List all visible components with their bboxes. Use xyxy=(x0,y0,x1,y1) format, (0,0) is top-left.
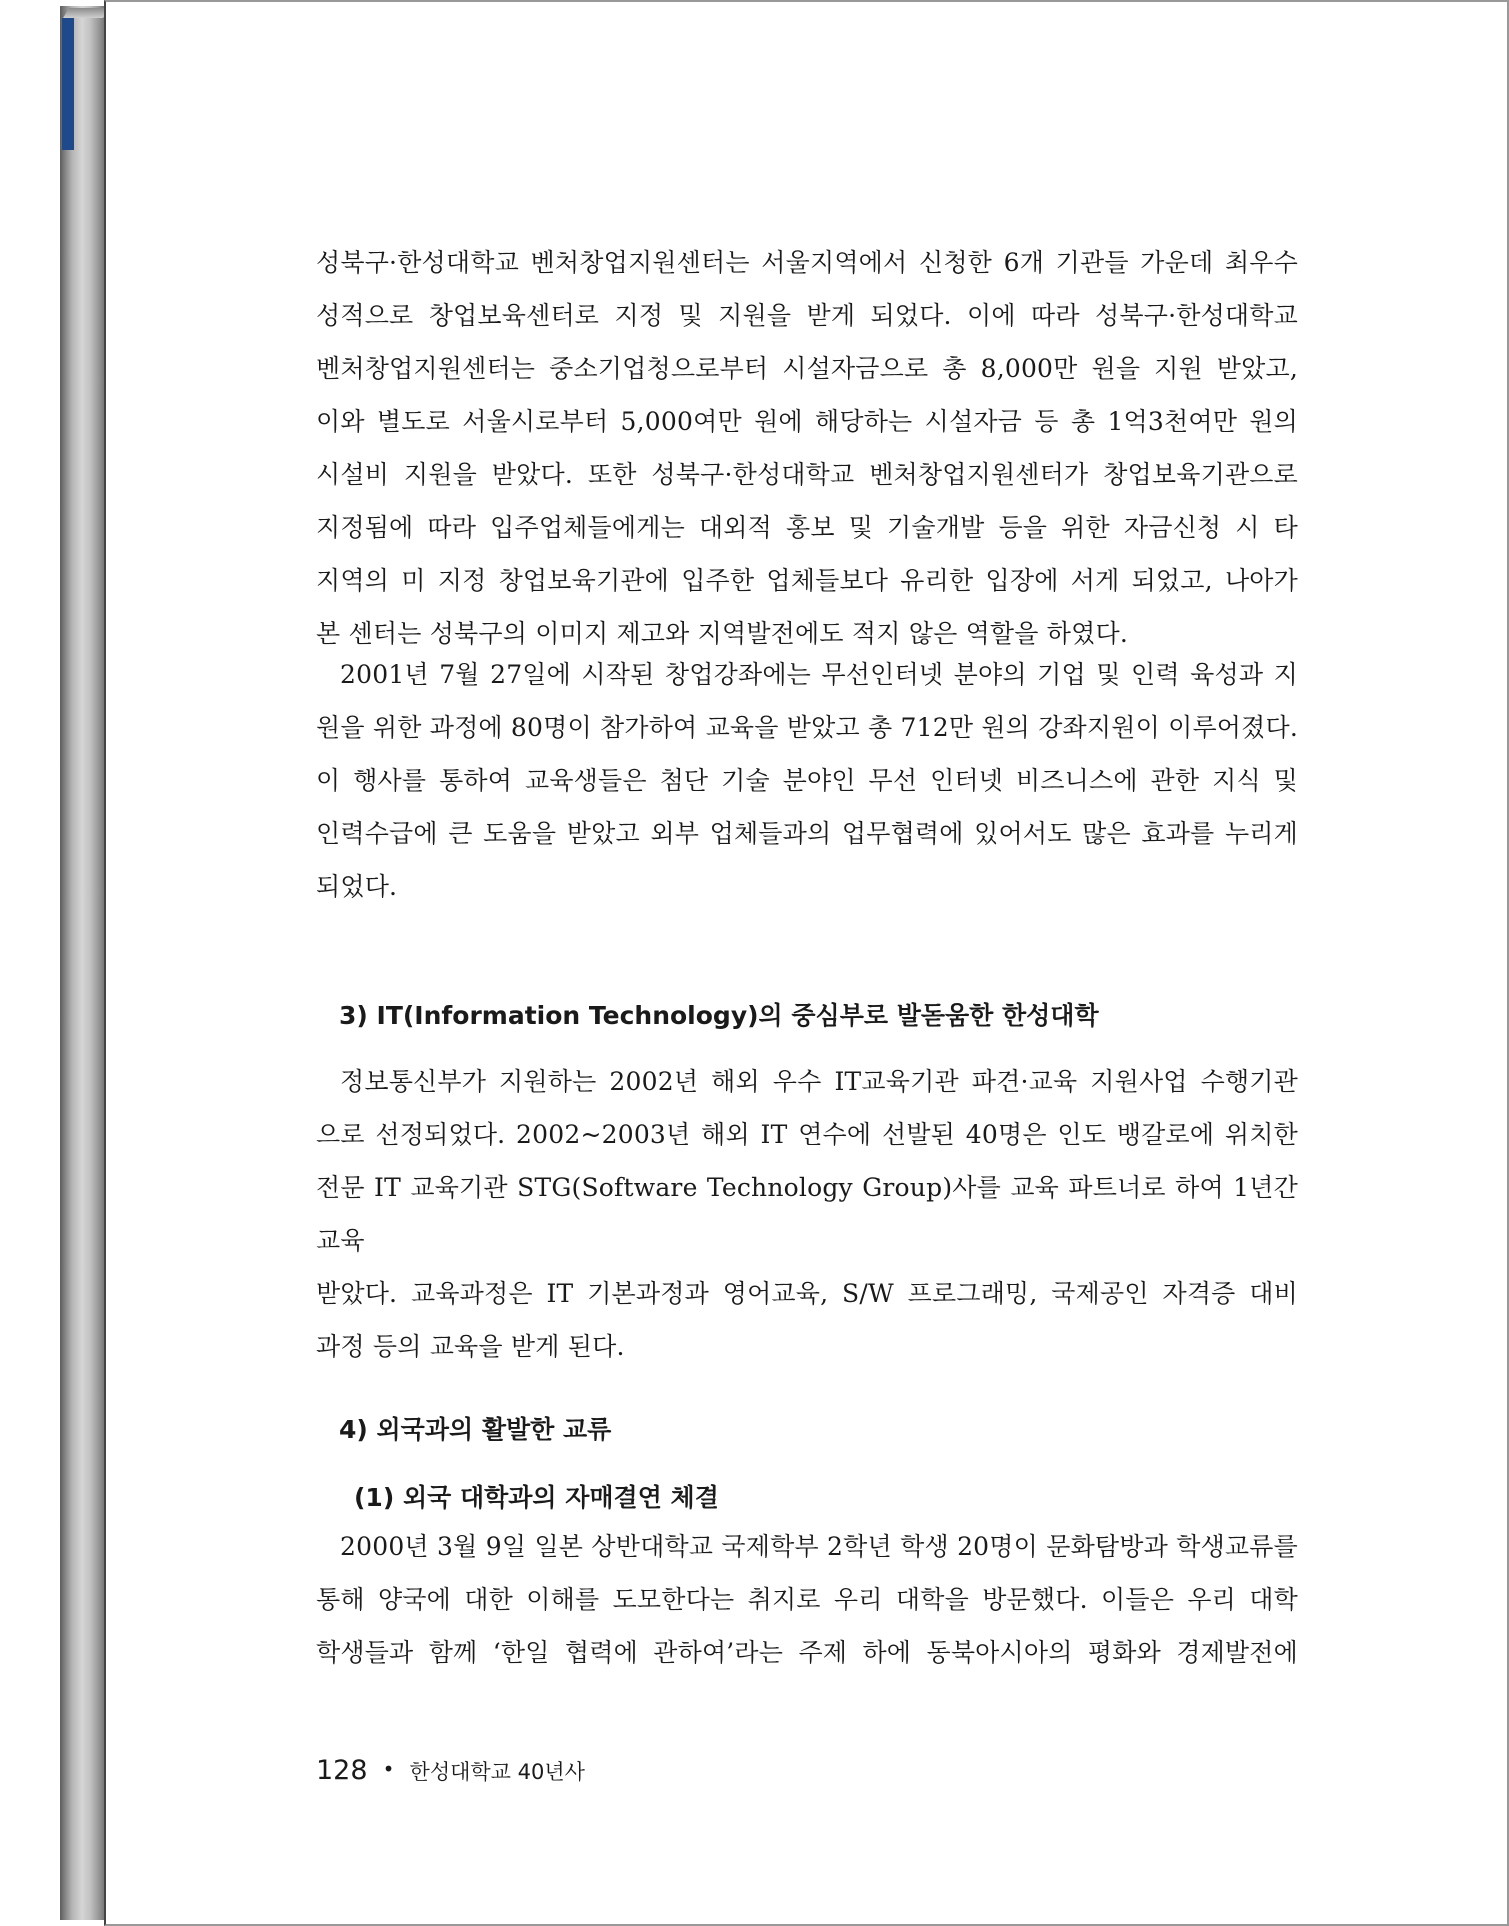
text-line: 인력수급에 큰 도움을 받았고 외부 업체들과의 업무협력에 있어서도 많은 효과를 누리게 xyxy=(316,819,1298,848)
text-line: 지정됨에 따라 입주업체들에게는 대외적 홍보 및 기술개발 등을 위한 자금신청 시 타 xyxy=(316,513,1298,542)
text-line: 벤처창업지원센터는 중소기업청으로부터 시설자금으로 총 8,000만 원을 지원 받았고, xyxy=(316,354,1298,383)
text-line: 학생들과 함께 ‘한일 협력에 관하여’라는 주제 하에 동북아시아의 평화와 경제발전에 xyxy=(316,1638,1298,1667)
text-line: 시설비 지원을 받았다. 또한 성북구·한성대학교 벤처창업지원센터가 창업보육기관으로 xyxy=(316,460,1298,489)
text-line: 정보통신부가 지원하는 2002년 해외 우수 IT교육기관 파견·교육 지원사업 수행기관 xyxy=(340,1067,1298,1096)
text-line: 성적으로 창업보육센터로 지정 및 지원을 받게 되었다. 이에 따라 성북구·한성대학교 xyxy=(316,301,1298,330)
page-number: 128 xyxy=(316,1755,368,1786)
book-spine xyxy=(60,6,106,1920)
text-line: 이와 별도로 서울시로부터 5,000여만 원에 해당하는 시설자금 등 총 1억3천여만 원의 xyxy=(316,407,1298,436)
paragraph-it-education xyxy=(316,1055,1298,1373)
text-line: 받았다. 교육과정은 IT 기본과정과 영어교육, S/W 프로그래밍, 국제공인 자격증 대비 xyxy=(316,1279,1298,1308)
text-line: 되었다. xyxy=(316,872,398,901)
text-line: 통해 양국에 대한 이해를 도모한다는 취지로 우리 대학을 방문했다. 이들은 우리 대학 xyxy=(316,1585,1298,1614)
book-title: 한성대학교 40년사 xyxy=(409,1760,585,1784)
text-line: 전문 IT 교육기관 STG(Software Technology Group)사를 교육 파트너로 하여 1년간 교육 xyxy=(316,1173,1298,1255)
book-spine-top xyxy=(63,8,109,18)
section-heading-4: 4) 외국과의 활발한 교류 xyxy=(339,1415,612,1444)
paragraph-exchange xyxy=(316,1520,1298,1679)
text-line: 으로 선정되었다. 2002~2003년 해외 IT 연수에 선발된 40명은 인도 뱅갈로에 위치한 xyxy=(316,1120,1298,1149)
text-line: 지역의 미 지정 창업보육기관에 입주한 업체들보다 유리한 입장에 서게 되었고, 나아가 xyxy=(316,566,1298,595)
text-line: 2000년 3월 9일 일본 상반대학교 국제학부 2학년 학생 20명이 문화탐방과 학생교류를 xyxy=(340,1532,1298,1561)
text-line: 원을 위한 과정에 80명이 참가하여 교육을 받았고 총 712만 원의 강좌지원이 이루어졌다. xyxy=(316,713,1298,742)
text-line: 과정 등의 교육을 받게 된다. xyxy=(316,1332,625,1361)
paragraph-startup-course xyxy=(316,648,1298,913)
page-footer xyxy=(316,1755,585,1786)
text-line: 본 센터는 성북구의 이미지 제고와 지역발전에도 적지 않은 역할을 하였다. xyxy=(316,619,1128,648)
paragraph-venture-center xyxy=(316,236,1298,660)
spine-accent xyxy=(62,18,74,150)
section-heading-3: 3) IT(Information Technology)의 중심부로 발돋움한 한성대학 xyxy=(339,1001,1099,1030)
text-line: 2001년 7월 27일에 시작된 창업강좌에는 무선인터넷 분야의 기업 및 인력 육성과 지 xyxy=(340,660,1298,689)
text-line: 성북구·한성대학교 벤처창업지원센터는 서울지역에서 신청한 6개 기관들 가운데 최우수 xyxy=(316,248,1298,277)
footer-bullet: • xyxy=(382,1757,395,1781)
text-line: 이 행사를 통하여 교육생들은 첨단 기술 분야인 무선 인터넷 비즈니스에 관한 지식 및 xyxy=(316,766,1298,795)
subsection-heading-1: (1) 외국 대학과의 자매결연 체결 xyxy=(354,1483,719,1512)
